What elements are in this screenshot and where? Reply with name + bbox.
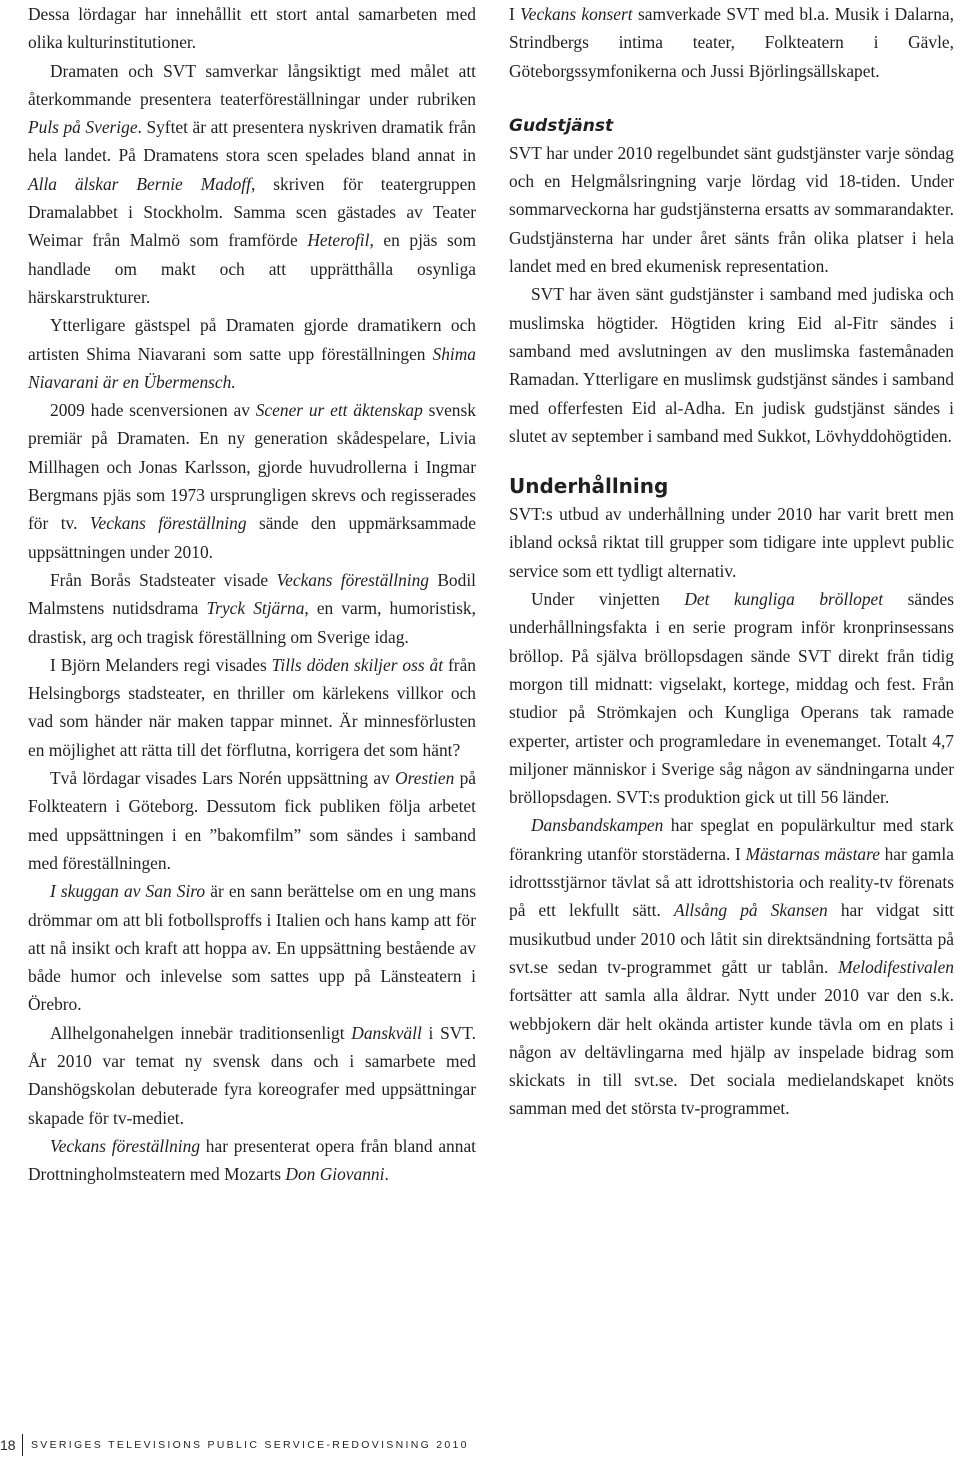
paragraph: I Veckans konsert samverkade SVT med bl.a. Musik i Dalarna, Strindbergs intima teater, Folkteatern i Gävle, Göteborgssymfonikerna och Jussi Björlingsällskapet. [509,4,954,81]
right-column [509,0,954,1123]
paragraph: I skuggan av San Siro är en sann berättelse om en ung mans drömmar om att bli fotbollsproffs i Italien och hans kamp att för att nå insikt och kraft att hoppa av. En uppsättning bestående av både humor och inlevelse som sattes upp på Länsteatern i Örebro. [28,881,476,1015]
paragraph: SVT har under 2010 regelbundet sänt gudstjänster varje söndag och en Helgmålsringning varje lördag vid 18-tiden. Under sommarveckorna har gudstjänsterna ersatts av sommarandakter. Gudstjänsterna har under året sänts från olika platser i hela landet med en bred ekumenisk representation. [509,142,954,277]
paragraph: Allhelgonahelgen innebär traditionsenligt Danskväll i SVT. År 2010 var temat ny svensk dans och i samarbete med Danshögskolan debuterade fyra koreografer med uppsättningar skapade för tv-mediet. [28,1022,476,1128]
paragraph: Dramaten och SVT samverkar långsiktigt med målet att återkommande presentera teaterföreställningar under rubriken Puls på Sverige. Syftet är att presentera nyskriven dramatik från hela landet. På Dramatens stora scen spelades bland annat in Alla älskar Bernie Madoff, skriven för teatergruppen Dramalabbet i Stockholm. Samma scen gästades av Teater Weimar från Malmö som framförde Heterofil, en pjäs som handlade om makt och att upprätthålla osynliga härskarstrukturer. [28,60,476,307]
section-heading-underhallning: Underhållning [509,474,669,499]
footer-title: SVERIGES TELEVISIONS PUBLIC SERVICE-REDOVISNING 2010 [31,1439,469,1451]
paragraph: Dessa lördagar har innehållit ett stort antal samarbeten med olika kulturinstitutioner. [28,4,476,53]
page-footer [0,1433,469,1457]
paragraph: Under vinjetten Det kungliga bröllopet sändes underhållningsfakta i en serie program inför kronprinsessans bröllop. På själva bröllopsdagen sände SVT direkt från tidig morgon till midnatt: vigselakt, kortege, middag och fest. Från studior på Strömkajen och Kungliga Operans tak ramade experter, artister och programledare in evenemanget. Totalt 4,7 miljoner människor i Sverige såg någon av sändningarna under bröllopsdagen. SVT:s produktion gick ut till 56 länder. [509,589,954,808]
paragraph: Ytterligare gästspel på Dramaten gjorde dramatikern och artisten Shima Niavarani som satte upp föreställningen Shima Niavarani är en Übermensch. [28,315,476,392]
footer-divider [22,1434,23,1456]
left-column [28,0,476,1188]
paragraph: 2009 hade scenversionen av Scener ur ett äktenskap svensk premiär på Dramaten. En ny generation skådespelare, Livia Millhagen och Jonas Karlsson, gjorde huvudrollerna i Ingmar Bergmans pjäs som 1973 ursprungligen skrevs och regisserades för tv. Veckans föreställning sände den uppmärksammade uppsättningen under 2010. [28,400,476,562]
paragraph: SVT:s utbud av underhållning under 2010 har varit brett men ibland också riktat till grupper som tidigare inte upplevt public service som ett tydligt alternativ. [509,504,954,581]
paragraph: SVT har även sänt gudstjänster i samband med judiska och muslimska högtider. Högtiden kring Eid al-Fitr sändes i samband med avslutningen av den muslimska fastemånaden Ramadan. Ytterligare en muslimsk gudstjänst sändes i samband med offerfesten Eid al-Adha. En judisk gudstjänst sändes i slutet av september i samband med Sukkot, Lövhyddohögtiden. [509,284,954,446]
section-heading-gudstjanst: Gudstjänst [509,115,614,136]
paragraph: Två lördagar visades Lars Norén uppsättning av Orestien på Folkteatern i Göteborg. Dessutom fick publiken följa arbetet med uppsättningen i en ”bakomfilm” som sändes i samband med föreställningen. [28,768,476,873]
page-number: 18 [0,1437,16,1453]
paragraph: Från Borås Stadsteater visade Veckans föreställning Bodil Malmstens nutidsdrama Tryck Stjärna, en varm, humoristisk, drastisk, arg och tragisk föreställning om Sverige idag. [28,569,476,647]
paragraph: Veckans föreställning har presenterat opera från bland annat Drottningholmsteatern med Mozarts Don Giovanni. [28,1135,476,1185]
paragraph: Dansbandskampen har speglat en populärkultur med stark förankring utanför storstäderna. I Mästarnas mästare har gamla idrottsstjärnor tävlat så att idrottshistoria och reality-tv förenats på ett lekfullt sätt. Allsång på Skansen har vidgat sitt musikutbud under 2010 och låtit sin direktsändning fortsätta på svt.se sedan tv-programmet gått ur tablån. Melodifestivalen fortsätter att samla alla åldrar. Nytt under 2010 var den s.k. webbjokern där helt okända artister kunde tävla om en plats i någon av deltävlingarna med hjälp av inspelade bidrag som skickats in till svt.se. Det sociala medielandskapet knöts samman med det största tv-programmet. [509,815,954,1119]
paragraph: I Björn Melanders regi visades Tills döden skiljer oss åt från Helsingborgs stadsteater, en thriller om kärlekens villkor och vad som händer när maken tappar minnet. Är minnesförlusten en möjlighet att rätta till det förflutna, korrigera det som hänt? [28,654,476,760]
